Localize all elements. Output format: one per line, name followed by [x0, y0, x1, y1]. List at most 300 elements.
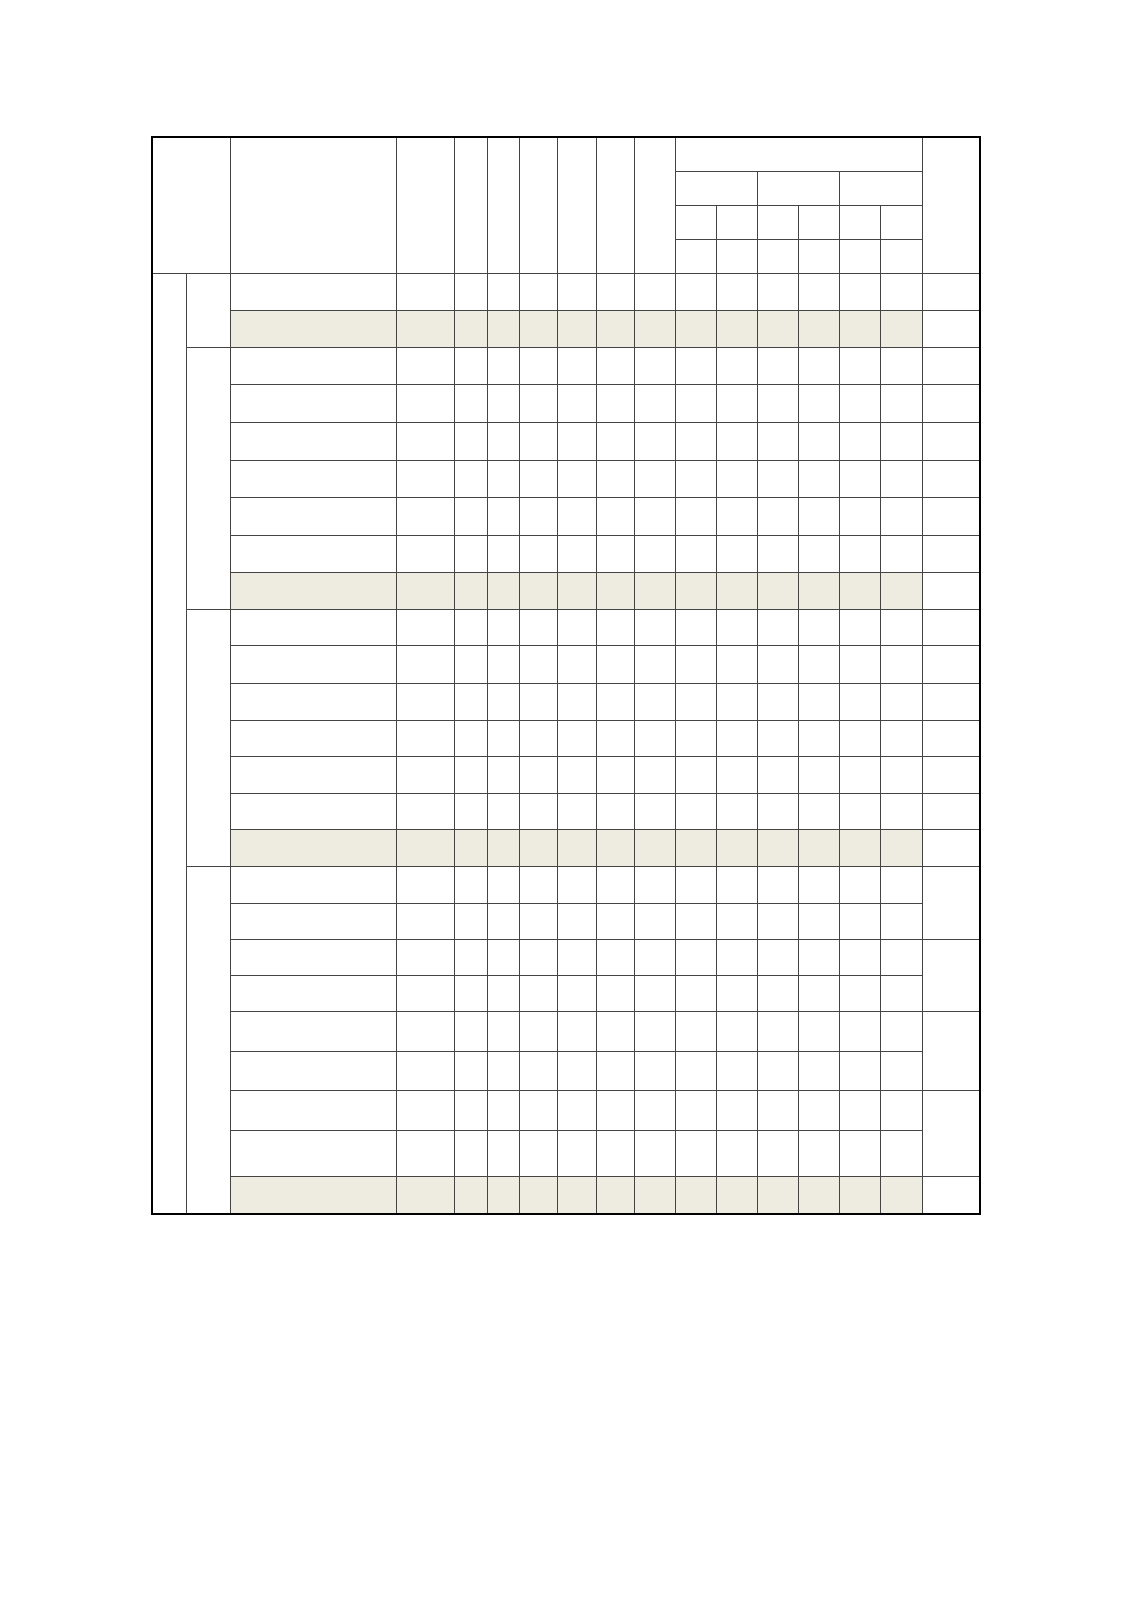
theory-hours — [520, 1176, 558, 1214]
theory-hours — [520, 1011, 558, 1051]
theory-hours — [520, 273, 558, 311]
semester-5 — [840, 1011, 881, 1051]
header-weeks — [881, 239, 923, 273]
theory-hours — [520, 460, 558, 498]
semester-4 — [799, 1131, 840, 1176]
semester-6 — [881, 1176, 923, 1214]
semester-5 — [840, 535, 881, 573]
assessment — [634, 939, 675, 976]
credits — [455, 1091, 488, 1131]
semester-5 — [840, 866, 881, 904]
header-course-name — [231, 137, 397, 273]
total-hours — [487, 720, 520, 757]
header-semester — [799, 205, 840, 239]
semester-5 — [840, 573, 881, 610]
table-row — [152, 535, 980, 573]
semester-3 — [757, 1051, 799, 1091]
subtotal-row — [152, 1176, 980, 1214]
semester-2 — [716, 273, 757, 311]
remark — [923, 793, 980, 830]
semester-5 — [840, 720, 881, 757]
semester-2 — [716, 1091, 757, 1131]
assessment — [634, 830, 675, 867]
semester-2 — [716, 422, 757, 460]
course-type — [597, 535, 635, 573]
total-hours — [487, 1011, 520, 1051]
theory-hours — [520, 720, 558, 757]
theory-hours — [520, 793, 558, 830]
table-row — [152, 273, 980, 311]
header-year-1 — [675, 171, 757, 205]
theory-hours — [520, 939, 558, 976]
credits — [455, 720, 488, 757]
semester-3 — [757, 793, 799, 830]
practice-hours — [558, 385, 597, 423]
assessment — [634, 646, 675, 684]
header-semester — [881, 205, 923, 239]
semester-4 — [799, 498, 840, 536]
remark — [923, 347, 980, 385]
semester-3 — [757, 904, 799, 939]
semester-1 — [675, 460, 716, 498]
semester-5 — [840, 347, 881, 385]
semester-3 — [757, 830, 799, 867]
course-name — [231, 385, 397, 423]
course-name — [231, 866, 397, 904]
practice-hours — [558, 904, 597, 939]
theory-hours — [520, 684, 558, 721]
semester-6 — [881, 347, 923, 385]
semester-2 — [716, 609, 757, 646]
semester-2 — [716, 866, 757, 904]
header-assessment — [634, 137, 675, 273]
course-type — [597, 757, 635, 794]
credits — [455, 866, 488, 904]
semester-3 — [757, 684, 799, 721]
course-code — [396, 535, 454, 573]
header-credits — [455, 137, 488, 273]
header-weeks — [840, 239, 881, 273]
course-name — [231, 347, 397, 385]
semester-1 — [675, 385, 716, 423]
credits — [455, 1011, 488, 1051]
semester-5 — [840, 904, 881, 939]
semester-4 — [799, 793, 840, 830]
practice-hours — [558, 1176, 597, 1214]
total-hours — [487, 1131, 520, 1176]
practice-hours — [558, 273, 597, 311]
semester-2 — [716, 757, 757, 794]
theory-hours — [520, 1051, 558, 1091]
semester-3 — [757, 939, 799, 976]
semester-5 — [840, 498, 881, 536]
credits — [455, 1176, 488, 1214]
assessment — [634, 573, 675, 610]
course-name — [231, 976, 397, 1011]
total-hours — [487, 498, 520, 536]
semester-4 — [799, 757, 840, 794]
semester-1 — [675, 1011, 716, 1051]
practice-hours — [558, 1091, 597, 1131]
course-code — [396, 1176, 454, 1214]
assessment — [634, 904, 675, 939]
course-code — [396, 311, 454, 348]
practice-hours — [558, 460, 597, 498]
semester-1 — [675, 1051, 716, 1091]
practice-hours — [558, 422, 597, 460]
course-name — [231, 1176, 397, 1214]
practice-hours — [558, 1011, 597, 1051]
semester-3 — [757, 1131, 799, 1176]
total-hours — [487, 646, 520, 684]
assessment — [634, 1091, 675, 1131]
header-year-3 — [840, 171, 923, 205]
total-hours — [487, 684, 520, 721]
semester-2 — [716, 646, 757, 684]
semester-1 — [675, 535, 716, 573]
course-name — [231, 1051, 397, 1091]
semester-5 — [840, 646, 881, 684]
remark — [923, 1176, 980, 1214]
remark — [923, 311, 980, 348]
semester-2 — [716, 939, 757, 976]
course-code — [396, 757, 454, 794]
course-code — [396, 273, 454, 311]
theory-hours — [520, 609, 558, 646]
assessment — [634, 347, 675, 385]
course-name — [231, 939, 397, 976]
course-type — [597, 720, 635, 757]
semester-1 — [675, 1176, 716, 1214]
table-row — [152, 609, 980, 646]
assessment — [634, 793, 675, 830]
course-code — [396, 939, 454, 976]
total-hours — [487, 573, 520, 610]
semester-1 — [675, 422, 716, 460]
semester-2 — [716, 1011, 757, 1051]
assessment — [634, 1011, 675, 1051]
total-hours — [487, 976, 520, 1011]
subtotal-row — [152, 830, 980, 867]
assessment — [634, 757, 675, 794]
theory-hours — [520, 976, 558, 1011]
total-hours — [487, 1091, 520, 1131]
semester-1 — [675, 793, 716, 830]
semester-2 — [716, 793, 757, 830]
semester-3 — [757, 422, 799, 460]
theory-hours — [520, 1131, 558, 1176]
table-row — [152, 866, 980, 904]
assessment — [634, 1176, 675, 1214]
semester-4 — [799, 976, 840, 1011]
credits — [455, 347, 488, 385]
theory-hours — [520, 347, 558, 385]
header-course-type — [597, 137, 635, 273]
semester-5 — [840, 460, 881, 498]
header-total-hours — [487, 137, 520, 273]
semester-1 — [675, 498, 716, 536]
semester-1 — [675, 347, 716, 385]
practice-hours — [558, 757, 597, 794]
course-code — [396, 720, 454, 757]
header-weeks — [716, 239, 757, 273]
table-row — [152, 793, 980, 830]
practice-hours — [558, 311, 597, 348]
course-name — [231, 498, 397, 536]
practice-hours — [558, 609, 597, 646]
course-type — [597, 1176, 635, 1214]
course-type — [597, 684, 635, 721]
semester-6 — [881, 904, 923, 939]
table-row — [152, 498, 980, 536]
remark — [923, 460, 980, 498]
semester-6 — [881, 498, 923, 536]
semester-6 — [881, 1051, 923, 1091]
theory-hours — [520, 535, 558, 573]
semester-1 — [675, 866, 716, 904]
practice-hours — [558, 939, 597, 976]
semester-1 — [675, 1091, 716, 1131]
assessment — [634, 422, 675, 460]
table-row — [152, 460, 980, 498]
semester-2 — [716, 830, 757, 867]
remark — [923, 866, 980, 939]
semester-4 — [799, 347, 840, 385]
semester-1 — [675, 830, 716, 867]
course-code — [396, 1051, 454, 1091]
semester-6 — [881, 646, 923, 684]
course-name — [231, 273, 397, 311]
header-semester — [757, 205, 799, 239]
semester-6 — [881, 757, 923, 794]
semester-6 — [881, 1011, 923, 1051]
semester-2 — [716, 1176, 757, 1214]
remark — [923, 830, 980, 867]
semester-6 — [881, 830, 923, 867]
curriculum-table — [151, 136, 981, 1215]
credits — [455, 273, 488, 311]
semester-4 — [799, 830, 840, 867]
semester-5 — [840, 1051, 881, 1091]
assessment — [634, 535, 675, 573]
category-elective — [187, 866, 231, 1214]
course-type — [597, 939, 635, 976]
practice-hours — [558, 720, 597, 757]
practice-hours — [558, 347, 597, 385]
semester-2 — [716, 347, 757, 385]
semester-4 — [799, 273, 840, 311]
assessment — [634, 460, 675, 498]
course-code — [396, 830, 454, 867]
course-name — [231, 684, 397, 721]
semester-3 — [757, 757, 799, 794]
course-name — [231, 1131, 397, 1176]
course-type — [597, 573, 635, 610]
credits — [455, 1131, 488, 1176]
semester-4 — [799, 609, 840, 646]
header-category — [152, 137, 231, 273]
theory-hours — [520, 1091, 558, 1131]
semester-4 — [799, 422, 840, 460]
total-hours — [487, 939, 520, 976]
remark — [923, 535, 980, 573]
theory-hours — [520, 866, 558, 904]
semester-6 — [881, 311, 923, 348]
total-hours — [487, 1051, 520, 1091]
semester-3 — [757, 720, 799, 757]
semester-2 — [716, 460, 757, 498]
assessment — [634, 866, 675, 904]
remark — [923, 939, 980, 1011]
theory-hours — [520, 573, 558, 610]
semester-1 — [675, 904, 716, 939]
practice-hours — [558, 793, 597, 830]
remark — [923, 646, 980, 684]
remark — [923, 684, 980, 721]
theory-hours — [520, 830, 558, 867]
semester-6 — [881, 535, 923, 573]
semester-1 — [675, 976, 716, 1011]
credits — [455, 793, 488, 830]
practice-hours — [558, 830, 597, 867]
credits — [455, 385, 488, 423]
table-row — [152, 904, 980, 939]
course-code — [396, 904, 454, 939]
semester-3 — [757, 573, 799, 610]
semester-1 — [675, 273, 716, 311]
semester-3 — [757, 646, 799, 684]
table-row — [152, 646, 980, 684]
category-practice — [187, 609, 231, 866]
header-weeks — [757, 239, 799, 273]
course-code — [396, 684, 454, 721]
semester-4 — [799, 311, 840, 348]
table-row — [152, 976, 980, 1011]
course-code — [396, 385, 454, 423]
credits — [455, 460, 488, 498]
remark — [923, 609, 980, 646]
theory-hours — [520, 422, 558, 460]
course-name — [231, 1091, 397, 1131]
semester-3 — [757, 609, 799, 646]
header-semester — [716, 205, 757, 239]
semester-5 — [840, 1091, 881, 1131]
outer-category-cell — [152, 273, 187, 1214]
semester-1 — [675, 573, 716, 610]
semester-6 — [881, 1091, 923, 1131]
assessment — [634, 684, 675, 721]
course-name — [231, 1011, 397, 1051]
theory-hours — [520, 757, 558, 794]
course-code — [396, 1011, 454, 1051]
semester-5 — [840, 422, 881, 460]
practice-hours — [558, 573, 597, 610]
semester-1 — [675, 939, 716, 976]
course-code — [396, 1091, 454, 1131]
semester-2 — [716, 498, 757, 536]
header-semester — [675, 205, 716, 239]
remark — [923, 757, 980, 794]
course-name — [231, 460, 397, 498]
course-type — [597, 1011, 635, 1051]
credits — [455, 422, 488, 460]
semester-2 — [716, 684, 757, 721]
semester-2 — [716, 385, 757, 423]
semester-3 — [757, 866, 799, 904]
category-cell — [187, 273, 231, 347]
semester-6 — [881, 273, 923, 311]
semester-3 — [757, 460, 799, 498]
semester-1 — [675, 311, 716, 348]
credits — [455, 609, 488, 646]
course-type — [597, 347, 635, 385]
course-type — [597, 830, 635, 867]
course-type — [597, 646, 635, 684]
course-name — [231, 422, 397, 460]
credits — [455, 904, 488, 939]
course-code — [396, 498, 454, 536]
semester-5 — [840, 793, 881, 830]
course-type — [597, 1091, 635, 1131]
table-row — [152, 1091, 980, 1131]
semester-2 — [716, 311, 757, 348]
semester-2 — [716, 904, 757, 939]
credits — [455, 646, 488, 684]
semester-4 — [799, 646, 840, 684]
assessment — [634, 273, 675, 311]
course-code — [396, 646, 454, 684]
total-hours — [487, 757, 520, 794]
semester-4 — [799, 904, 840, 939]
practice-hours — [558, 1131, 597, 1176]
semester-2 — [716, 573, 757, 610]
course-type — [597, 609, 635, 646]
semester-5 — [840, 385, 881, 423]
credits — [455, 311, 488, 348]
credits — [455, 684, 488, 721]
semester-6 — [881, 460, 923, 498]
semester-4 — [799, 684, 840, 721]
remark — [923, 422, 980, 460]
semester-5 — [840, 1176, 881, 1214]
total-hours — [487, 609, 520, 646]
credits — [455, 535, 488, 573]
semester-6 — [881, 684, 923, 721]
total-hours — [487, 422, 520, 460]
assessment — [634, 385, 675, 423]
course-type — [597, 460, 635, 498]
practice-hours — [558, 866, 597, 904]
semester-4 — [799, 866, 840, 904]
course-name — [231, 573, 397, 610]
semester-6 — [881, 609, 923, 646]
semester-4 — [799, 1051, 840, 1091]
semester-6 — [881, 939, 923, 976]
semester-1 — [675, 1131, 716, 1176]
semester-2 — [716, 535, 757, 573]
semester-1 — [675, 609, 716, 646]
total-hours — [487, 830, 520, 867]
course-type — [597, 866, 635, 904]
course-code — [396, 866, 454, 904]
semester-5 — [840, 609, 881, 646]
remark — [923, 498, 980, 536]
semester-4 — [799, 939, 840, 976]
semester-5 — [840, 939, 881, 976]
assessment — [634, 609, 675, 646]
remark — [923, 1011, 980, 1091]
semester-2 — [716, 720, 757, 757]
